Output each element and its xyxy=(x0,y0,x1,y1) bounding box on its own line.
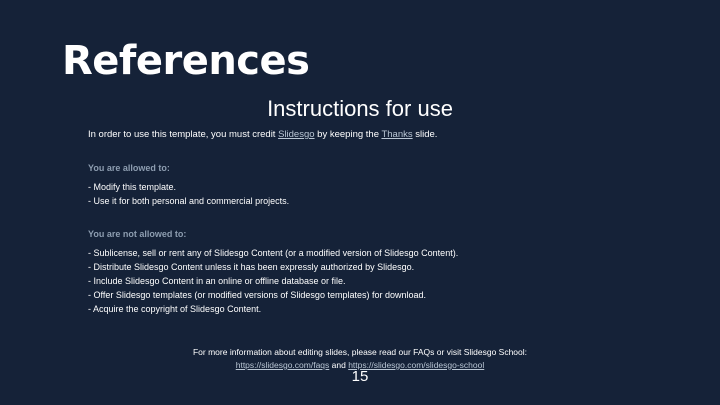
faqs-link[interactable]: https://slidesgo.com/faqs xyxy=(235,359,330,370)
credit-instructions xyxy=(88,128,648,141)
intro-text-part3: slide. xyxy=(412,129,438,140)
intro-text-part1: In order to use this template, you must credit xyxy=(88,129,279,140)
list-item: - Modify this template. xyxy=(88,182,177,193)
slidesgo-link[interactable]: Slidesgo xyxy=(278,129,315,140)
thanks-link[interactable]: Thanks xyxy=(381,129,413,140)
list-item: - Acquire the copyright of Slidesgo Content. xyxy=(88,303,262,314)
list-item: - Use it for both personal and commercial projects. xyxy=(88,196,290,207)
list-item: - Sublicense, sell or rent any of Slidesgo Content (or a modified version of Slidesgo Content). xyxy=(88,248,459,259)
allowed-heading: You are allowed to: xyxy=(88,163,170,174)
footer-text: For more information about editing slides, please read our FAQs or visit Slidesgo School: xyxy=(192,347,528,357)
intro-text-part2: by keeping the xyxy=(314,129,382,140)
slide-body xyxy=(88,128,648,337)
slide-subtitle: Instructions for use xyxy=(267,96,453,121)
slidesgo-school-link[interactable]: https://slidesgo.com/slidesgo-school xyxy=(348,359,485,370)
page-number: 15 xyxy=(351,368,369,385)
page-title: References xyxy=(62,38,310,84)
list-item: - Include Slidesgo Content in an online or offline database or file. xyxy=(88,276,346,287)
list-item: - Distribute Slidesgo Content unless it has been expressly authorized by Slidesgo. xyxy=(88,262,415,273)
list-item: - Offer Slidesgo templates (or modified versions of Slidesgo templates) for download. xyxy=(88,289,426,300)
allowed-section xyxy=(88,163,648,209)
not-allowed-section xyxy=(88,229,648,317)
footer-conjunction: and xyxy=(329,359,349,370)
not-allowed-heading: You are not allowed to: xyxy=(88,229,187,240)
